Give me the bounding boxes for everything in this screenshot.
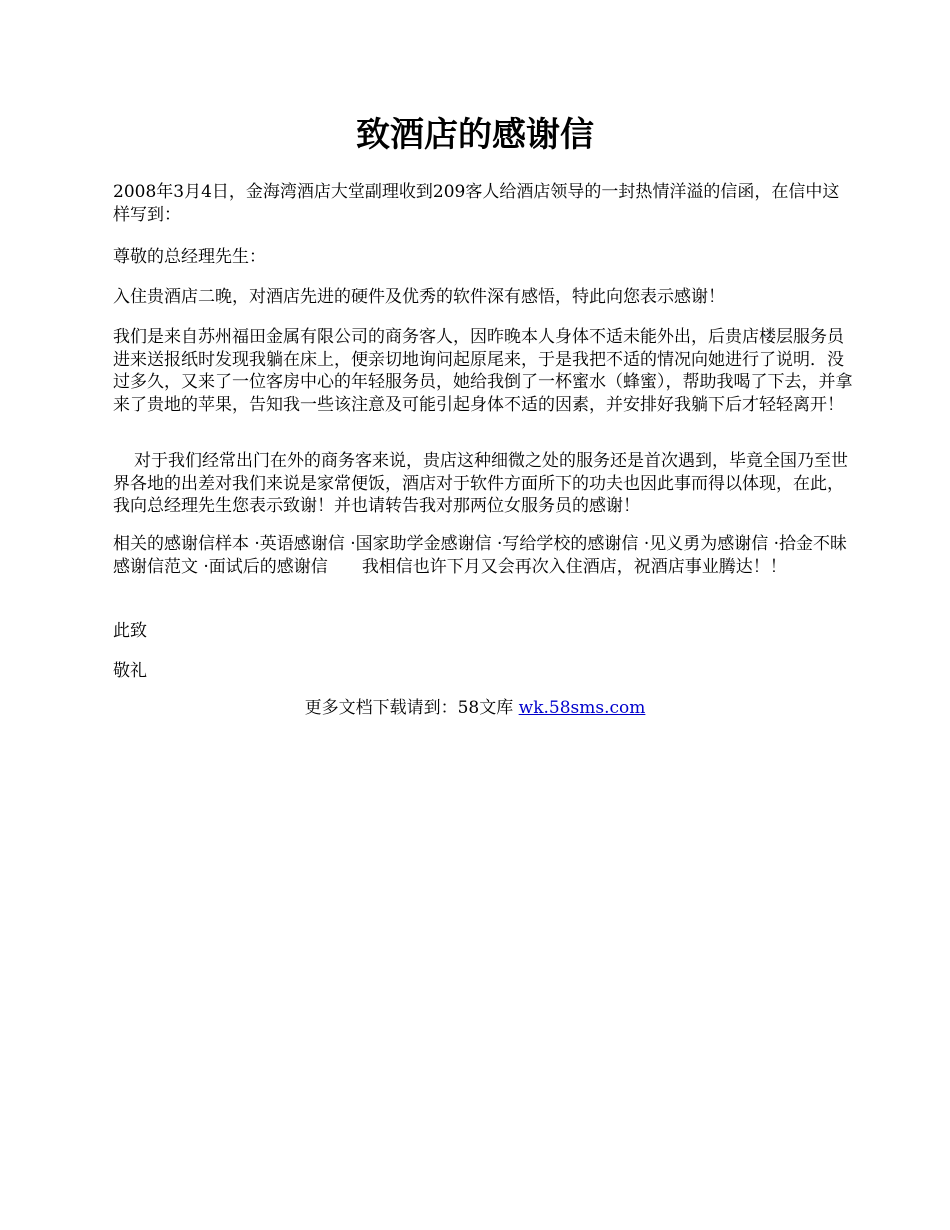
service-paragraph: 对于我们经常出门在外的商务客来说，贵店这种细微之处的服务还是首次遇到，毕竟全国乃至世界各地的出差对我们来说是家常便饭，酒店对于软件方面所下的功夫也因此事而得以体现，在此，我向总经理先生您表示致谢！并也请转告我对那两位女服务员的感谢！	[113, 451, 848, 516]
related-link-english[interactable]: ·英语感谢信	[254, 534, 345, 554]
footer-text: 更多文档下载请到：58文库	[304, 698, 514, 718]
story-paragraph: 我们是来自苏州福田金属有限公司的商务客人，因昨晚本人身体不适未能外出，后贵店楼层服务员进来送报纸时发现我躺在床上，便亲切地询问起原尾来，于是我把不适的情况向她进行了说明．没过多久，又来了一位客房中心的年轻服务员，她给我倒了一杯蜜水（蜂蜜），帮助我喝了下去，并拿来了贵地的苹果，告知我一些该注意及可能引起身体不适的因素，并安排好我躺下后才轻轻离开！	[113, 327, 853, 415]
salutation: 尊敬的总经理先生：	[113, 247, 266, 267]
related-link-school[interactable]: ·写给学校的感谢信	[497, 534, 639, 554]
related-link-bravery[interactable]: ·见义勇为感谢信	[643, 534, 769, 554]
footer	[0, 697, 950, 720]
related-paragraph	[113, 533, 853, 578]
thanks-paragraph: 入住贵酒店二晚，对酒店先进的硬件及优秀的软件深有感悟，特此向您表示感谢！	[113, 287, 725, 307]
footer-link[interactable]: wk.58sms.com	[518, 698, 646, 718]
related-link-interview[interactable]: ·面试后的感谢信	[203, 556, 328, 577]
related-link-honesty[interactable]: ·拾金不昧感谢信范文	[113, 534, 848, 577]
closing-wish: 我相信也许下月又会再次入住酒店，祝酒店事业腾达！！	[361, 556, 787, 577]
related-link-scholarship[interactable]: ·国家助学金感谢信	[350, 534, 492, 554]
document-title: 致酒店的感谢信	[356, 115, 594, 155]
closing-line-1: 此致	[113, 621, 147, 641]
related-prefix: 相关的感谢信样本	[113, 534, 249, 554]
intro-paragraph: 2008年3月4日，金海湾酒店大堂副理收到209客人给酒店领导的一封热情洋溢的信函，在信中这样写到：	[113, 182, 840, 225]
closing-line-2: 敬礼	[113, 661, 147, 681]
